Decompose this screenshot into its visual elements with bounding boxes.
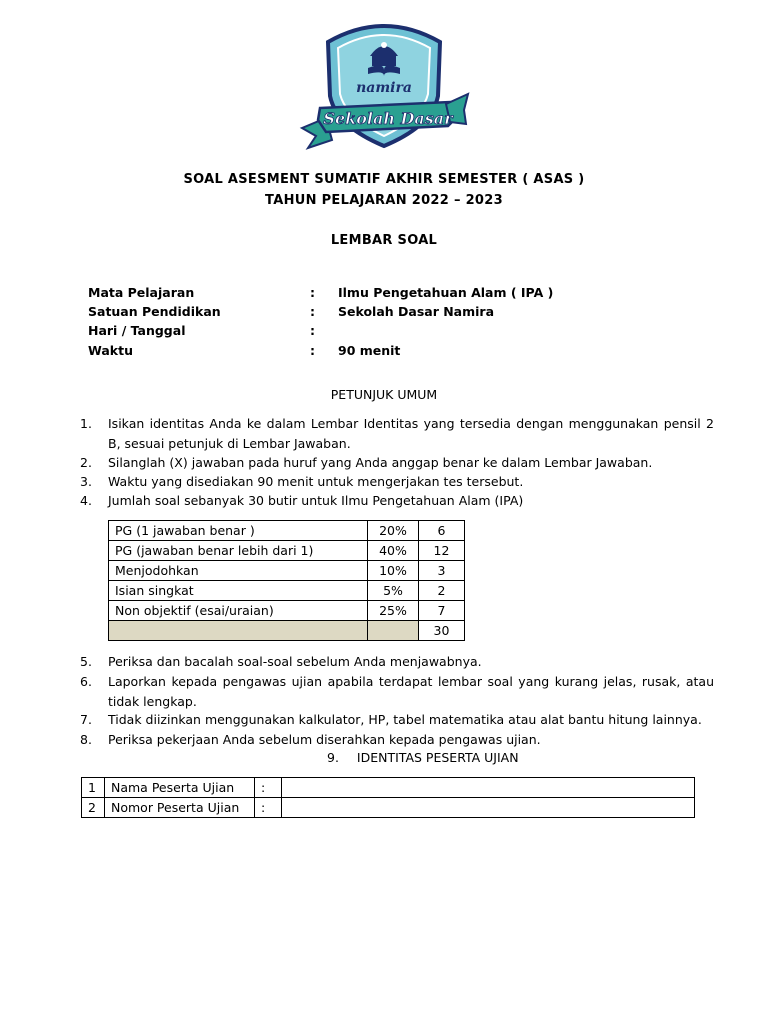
participant-name-field[interactable] [282,778,695,798]
table-row [109,601,465,621]
item-text: Tidak diizinkan menggunakan kalkulator, HP, tabel matematika atau alat bantu hitung lainnya. [108,712,702,727]
identity-heading-number: 9. [327,750,339,765]
item-number: 2. [80,455,92,470]
identity-label: Nomor Peserta Ujian [105,798,255,818]
instruction-item [80,710,714,730]
question-type: Isian singkat [109,581,368,601]
total-empty-cell [109,621,368,641]
identity-colon: : [255,798,282,818]
question-total: 30 [419,621,465,641]
table-row [109,521,465,541]
question-count: 2 [419,581,465,601]
item-text: Isikan identitas Anda ke dalam Lembar Identitas yang tersedia dengan menggunakan pensil 2 B, sesuai petunjuk di Lembar Jawaban. [108,416,714,451]
info-label: Mata Pelajaran [88,285,195,300]
info-value: Sekolah Dasar Namira [338,304,495,319]
info-row-duration [88,343,608,362]
question-count: 7 [419,601,465,621]
question-percent: 40% [368,541,419,561]
identity-heading-text: IDENTITAS PESERTA UJIAN [356,750,519,765]
table-row [109,541,465,561]
info-colon: : [310,343,315,358]
instruction-item [80,730,714,750]
table-row [109,581,465,601]
item-number: 1. [80,416,92,431]
info-value: 90 menit [338,343,401,358]
participant-number-field[interactable] [282,798,695,818]
question-type: Menjodohkan [109,561,368,581]
table-row [82,778,695,798]
info-row-date [88,323,608,342]
info-colon: : [310,323,315,338]
info-value: Ilmu Pengetahuan Alam ( IPA ) [338,285,554,300]
table-row [109,561,465,581]
identity-number: 2 [82,798,105,818]
question-percent: 20% [368,521,419,541]
table-row [82,798,695,818]
academic-year: TAHUN PELAJARAN 2022 – 2023 [265,193,503,208]
instruction-item [80,414,714,453]
item-number: 7. [80,712,92,727]
info-label: Hari / Tanggal [88,323,186,338]
instruction-item [80,491,714,511]
instruction-item [80,652,714,672]
item-text: Periksa dan bacalah soal-soal sebelum Anda menjawabnya. [108,654,482,669]
question-percent: 25% [368,601,419,621]
question-count: 12 [419,541,465,561]
item-text: Silanglah (X) jawaban pada huruf yang Anda anggap benar ke dalam Lembar Jawaban. [108,455,653,470]
question-count: 6 [419,521,465,541]
total-empty-cell [368,621,419,641]
info-colon: : [310,285,315,300]
question-type: Non objektif (esai/uraian) [109,601,368,621]
document-title: SOAL ASESMENT SUMATIF AKHIR SEMESTER ( ASAS ) [183,172,585,187]
item-text: Periksa pekerjaan Anda sebelum diserahkan kepada pengawas ujian. [108,732,541,747]
participant-identity-table [81,777,695,818]
question-distribution-table [108,520,465,641]
info-colon: : [310,304,315,319]
table-total-row [109,621,465,641]
school-logo [298,14,470,154]
item-number: 4. [80,493,92,508]
question-type: PG (jawaban benar lebih dari 1) [109,541,368,561]
question-type: PG (1 jawaban benar ) [109,521,368,541]
logo-ribbon-text: Sekolah Dasar [323,109,453,128]
identity-heading [327,750,519,765]
info-label: Waktu [88,343,133,358]
item-number: 6. [80,674,92,689]
logo-brand-text: namira [356,80,412,96]
instruction-item [80,472,714,492]
item-text: Laporkan kepada pengawas ujian apabila terdapat lembar soal yang kurang jelas, rusak, atau tidak lengkap. [108,674,714,709]
sheet-subtitle: LEMBAR SOAL [330,233,438,248]
identity-label: Nama Peserta Ujian [105,778,255,798]
item-text: Waktu yang disediakan 90 menit untuk mengerjakan tes tersebut. [108,474,524,489]
info-label: Satuan Pendidikan [88,304,221,319]
identity-colon: : [255,778,282,798]
item-text: Jumlah soal sebanyak 30 butir untuk Ilmu Pengetahuan Alam (IPA) [108,493,524,508]
question-percent: 5% [368,581,419,601]
info-row-subject [88,285,608,304]
instruction-item [80,453,714,473]
instructions-heading: PETUNJUK UMUM [330,387,438,402]
question-count: 3 [419,561,465,581]
item-number: 8. [80,732,92,747]
item-number: 3. [80,474,92,489]
item-number: 5. [80,654,92,669]
identity-number: 1 [82,778,105,798]
question-percent: 10% [368,561,419,581]
instruction-item [80,672,714,711]
info-row-school [88,304,608,323]
